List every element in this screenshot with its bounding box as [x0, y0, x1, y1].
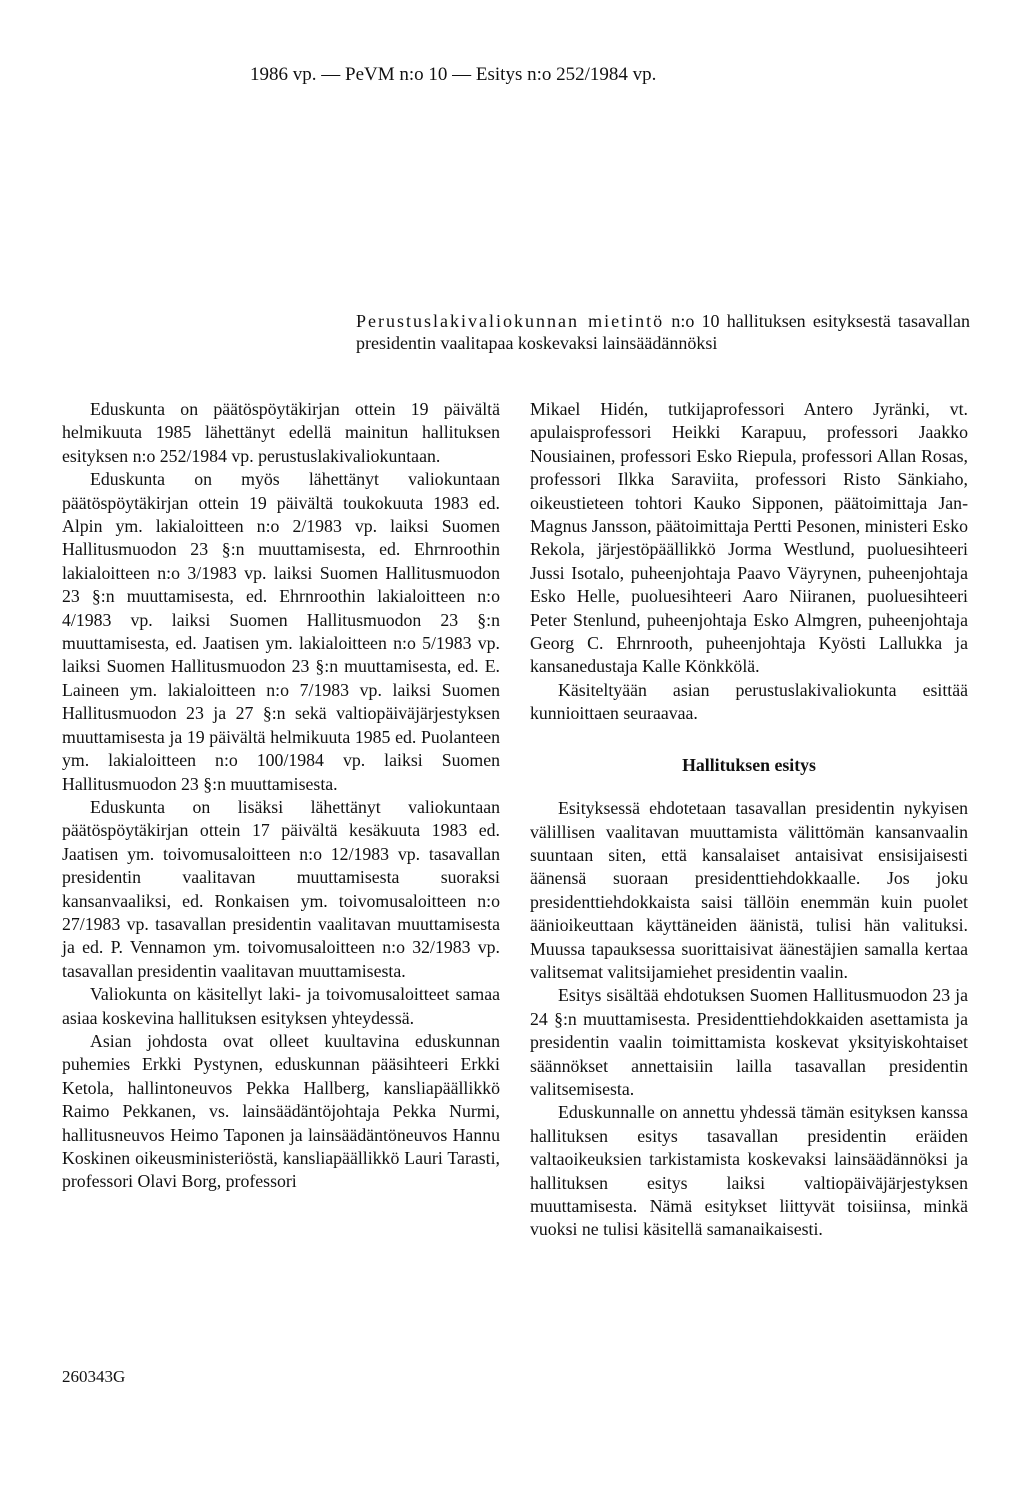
paragraph: Asian johdosta ovat olleet kuultavina eduskunnan puhemies Erkki Pystynen, eduskunnan pääsihteeri Erkki Ketola, hallintoneuvos Pekka Hallberg, kansliapäällikkö Raimo Pekkanen, vs. lainsäädäntöjohtaja Pekka Nurmi, hallitusneuvos Heimo Taponen ja lainsäädäntöneuvos Hannu Koskinen oikeusministeriöstä, kansliapäällikkö Lauri Tarasti, professori Olavi Borg, professori [62, 1030, 500, 1192]
page-header: 1986 vp. — PeVM n:o 10 — Esitys n:o 252/1984 vp. [250, 64, 657, 85]
committee-report-name: Perustuslakivaliokunnan mietintö [356, 311, 665, 331]
paragraph: Eduskunta on lisäksi lähettänyt valiokuntaan päätöspöytäkirjan ottein 17 päivältä kesäkuuta 1983 ed. Jaatisen ym. toivomusaloitteen n:o 12/1983 vp. tasavallan presidentin vaalitavan muuttamisesta suoraksi kansanvaaliksi, ed. Ronkaisen ym. toivomusaloitteen n:o 27/1983 vp. tasavallan presidentin vaalitavan muuttamisesta ja ed. P. Vennamon ym. toivomusaloitteen n:o 32/1983 vp. tasavallan presidentin vaalitavan muuttamisesta. [62, 796, 500, 981]
document-title-rest: n:o 10 hallituksen esityksestä tasavallan presidentin vaalitapaa koskevaksi lainsäädännöksi [356, 311, 970, 353]
paragraph: Käsiteltyään asian perustuslakivaliokunta esittää kunnioittaen seuraavaa. [530, 679, 968, 724]
left-column [62, 398, 500, 1194]
document-title [356, 310, 970, 354]
paragraph: Esitys sisältää ehdotuksen Suomen Hallitusmuodon 23 ja 24 §:n muuttamisesta. Presidenttiehdokkaiden asettamista ja presidentin vaalin toimittamista koskevat yksityiskohtaiset säännökset annettaisiin lailla tasavallan presidentin valitsemisesta. [530, 985, 968, 1099]
paragraph: Eduskunnalle on annettu yhdessä tämän esityksen kanssa hallituksen esitys tasavallan presidentin eräiden valtaoikeuksien tarkistamista koskevaksi lainsäädännöksi ja hallituksen esitys laiksi valtiopäiväjärjestyksen muuttamisesta. Nämä esitykset liittyvät toisiinsa, minkä vuoksi ne tulisi käsitellä samanaikaisesti. [530, 1102, 968, 1240]
footer-code: 260343G [62, 1367, 126, 1386]
paragraph: Eduskunta on päätöspöytäkirjan ottein 19 päivältä helmikuuta 1985 lähettänyt edellä mainitun hallituksen esityksen n:o 252/1984 vp. perustuslakivaliokuntaan. [62, 399, 500, 466]
section-heading: Hallituksen esitys [682, 754, 816, 775]
paragraph-continuation: Mikael Hidén, tutkijaprofessori Antero Jyränki, vt. apulaisprofessori Heikki Karapuu, professori Jaakko Nousiainen, professori Esko Riepula, professori Allan Rosas, professori Ilkka Saraviita, professori Risto Sänkiaho, oikeustieteen tohtori Kauko Sipponen, päätoimittaja Jan-Magnus Jansson, päätoimittaja Pertti Pesonen, ministeri Esko Rekola, järjestöpäällikkö Jorma Westlund, puoluesihteeri Jussi Isotalo, puheenjohtaja Paavo Väyrynen, puheenjohtaja Esko Helle, puoluesihteeri Aaro Niiranen, puoluesihteeri Peter Stenlund, puheenjohtaja Esko Almgren, puheenjohtaja Georg C. Ehrnrooth, puheenjohtaja Kyösti Lallukka ja kansanedustaja Kalle Könkkölä. [530, 399, 968, 677]
paragraph: Valiokunta on käsitellyt laki- ja toivomusaloitteet samaa asiaa koskevina hallituksen esityksen yhteydessä. [62, 984, 500, 1028]
right-column [530, 398, 968, 1242]
paragraph: Eduskunta on myös lähettänyt valiokuntaan päätöspöytäkirjan ottein 19 päivältä toukokuuta 1983 ed. Alpin ym. lakialoitteen n:o 2/1983 vp. laiksi Suomen Hallitusmuodon 23 §:n muuttamisesta, ed. Ehrnroothin lakialoitteen n:o 3/1983 vp. laiksi Suomen Hallitusmuodon 23 §:n muuttamisesta, ed. Ehrnroothin lakialoitteen n:o 4/1983 vp. laiksi Suomen Hallitusmuodon 23 §:n muuttamisesta, ed. Jaatisen ym. lakialoitteen n:o 5/1983 vp. laiksi Suomen Hallitusmuodon 23 §:n muuttamisesta, ed. E. Laineen ym. lakialoitteen n:o 7/1983 vp. laiksi Suomen Hallitusmuodon 23 ja 27 §:n sekä valtiopäiväjärjestyksen muuttamisesta ja 19 päivältä helmikuuta 1985 ed. Puolanteen ym. lakialoitteen n:o 100/1984 vp. laiksi Suomen Hallitusmuodon 23 §:n muuttamisesta. [62, 469, 500, 794]
paragraph: Esityksessä ehdotetaan tasavallan presidentin nykyisen välillisen vaalitavan muuttamista välittömän kansanvaalin suuntaan siten, että kansalaiset antaisivat ensisijaisesti äänensä suoraan presidenttiehdokkaalle. Jos joku presidenttiehdokkaista saisi tällöin enemmän kuin puolet äänioikeuttaan käyttäneiden äänistä, tulisi hän valituksi. Muussa tapauksessa suorittaisivat äänestäjien samalla kertaa valitsemat valitsijamiehet presidentin vaalin. [530, 798, 968, 982]
